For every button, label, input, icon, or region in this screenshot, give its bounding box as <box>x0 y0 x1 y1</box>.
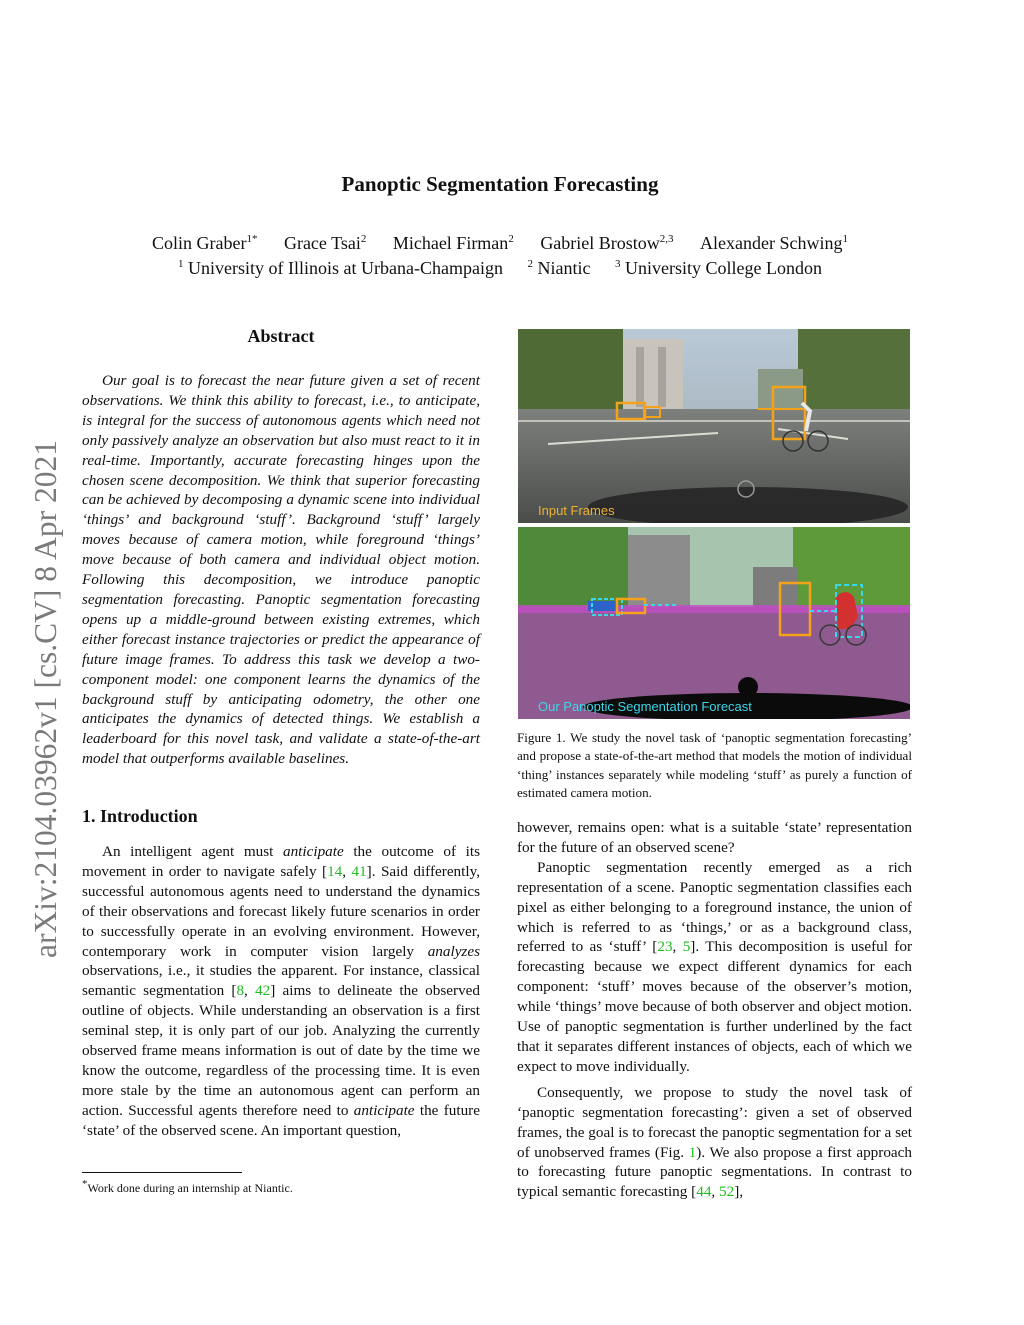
input-frame-panel <box>518 329 910 527</box>
affiliation: $^3$ University College London <box>614 258 822 278</box>
affiliation: $^2$ Niantic <box>527 258 591 278</box>
input-frames-label: Input Frames <box>538 503 615 518</box>
citation-link[interactable]: 44 <box>696 1183 712 1201</box>
paper-title: Panoptic Segmentation Forecasting <box>341 172 659 196</box>
figure-link[interactable]: 1 <box>688 1143 697 1161</box>
citation-link[interactable]: 41 <box>351 862 367 880</box>
footnote: *Work done during an internship at Niantic. <box>82 1178 293 1195</box>
author-list <box>0 233 1000 254</box>
author: Michael Firman$^2$ <box>392 233 514 253</box>
citation-link[interactable]: 52 <box>719 1183 735 1201</box>
author: Grace Tsai$^2$ <box>283 233 367 253</box>
citation-link[interactable]: 5 <box>682 938 691 956</box>
author: Colin Graber$^{1*}$ <box>151 233 258 253</box>
author: Gabriel Brostow$^{2,3}$ <box>540 233 674 253</box>
paragraph: however, remains open: what is a suitable ‘state’ representation for the future of an observed scene? <box>517 819 912 856</box>
paragraph: An intelligent agent must anticipate the outcome of its movement in order to navigate safely [14, 41]. Said differently, successful autonomous agents need to understand the dynamics of their observations and forecast likely future scenarios in order to successfully operate in an evolving environment. However, contemporary work in computer vision largely analyzes observations, i.e., it studies the apparent. For instance, classical semantic segmentation [8, 42] aims to delineate the observed outline of objects. While understanding an observation is a first seminal step, it is only part of our job. Analyzing the currently observed frame means information is out of date by the time we know the outcome, regardless of the processing time. It is even more stale by the time an autonomous agent can perform an action. Successful agents therefore need to anticipate the future ‘state’ of the observed scene. An important question, <box>82 843 481 1139</box>
author: Alexander Schwing$^1$ <box>700 233 849 253</box>
abstract-text: Our goal is to forecast the near future given a set of recent observations. We think this ability to forecast, i.e., to anticipate, is integral for the success of autonomous agents which need not only passively analyze an observation but also must react to it in real-time. Importantly, accurate forecasting hinges upon the chosen scene decomposition. We think that superior forecasting can be achieved by decomposing a dynamic scene into individual ‘things’ and background ‘stuff’. Background ‘stuff’ largely moves because of camera motion, while foreground ‘things’ move because of both camera and individual object motion. Following this decomposition, we introduce panoptic segmentation forecasting. Panoptic segmentation forecasting opens up a middle-ground between existing extremes, which either forecast instance trajectories or predict the appearance of future image frames. To address this task we develop a two-component model: one component learns the dynamics of the background stuff by anticipating odometry, the other one anticipates the dynamics of detected things. We establish a leaderboard for this novel task, and validate a state-of-the-art model that outperforms available baselines. <box>82 372 480 768</box>
paragraph: Consequently, we propose to study the novel task of ‘panoptic segmentation forecasting’: given a set of observed frames, the goal is to forecast the panoptic segmentation for a set of unobserved frames (Fig. 1). We also propose a first approach to forecasting future panoptic segmentations. In contrast to typical semantic forecasting [44, 52], <box>517 1083 912 1201</box>
citation-link[interactable]: 23 <box>657 938 673 956</box>
arxiv-id: arXiv:2104.03962v1 [cs.CV] 8 Apr 2021 <box>28 440 63 958</box>
paragraph: Panoptic segmentation recently emerged as a rich representation of a scene. Panoptic segmentation classifies each pixel as either belonging to a foreground instance, the union of which is referred to as ‘things,’ or as a background class, referred to as ‘stuff’ [23, 5]. This decomposition is useful for forecasting because we expect different dynamics for each component: ‘stuff’ moves because of the observer’s motion, while ‘things’ move because of both observer and object motion. Use of panoptic segmentation is further underlined by the fact that it separates different instances of objects, each of which we expect to move individually. <box>517 858 913 1075</box>
intro-column-left <box>82 842 480 1141</box>
forecast-label: Our Panoptic Segmentation Forecast <box>538 699 752 714</box>
citation-link[interactable]: 8 <box>236 982 245 1000</box>
section-heading-introduction: 1. Introduction <box>82 806 198 826</box>
affiliation: $^1$ University of Illinois at Urbana-Champaign <box>178 258 503 278</box>
citation-link[interactable]: 14 <box>327 862 343 880</box>
intro-column-right <box>517 818 912 1202</box>
affiliation-list <box>0 258 1000 279</box>
citation-link[interactable]: 42 <box>255 982 271 1000</box>
forecast-panel <box>518 527 910 719</box>
abstract-heading: Abstract <box>247 326 315 346</box>
figure-caption: Figure 1. We study the novel task of ‘panoptic segmentation forecasting’ and propose a state-of-the-art method that models the motion of individual ‘thing’ instances separately while modeling ‘stuff’ as purely a function of estimated camera motion. <box>517 730 912 800</box>
figure-1 <box>518 329 910 719</box>
footnote-rule <box>82 1172 242 1173</box>
